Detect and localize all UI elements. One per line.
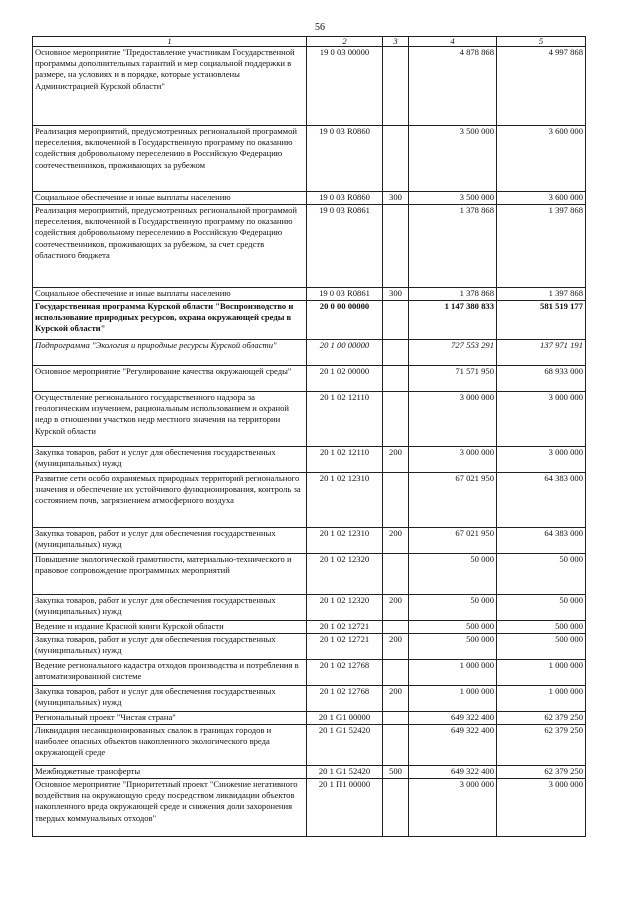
table-row <box>33 660 586 686</box>
row-value-1: 1 000 000 <box>409 686 497 712</box>
row-name: Закупка товаров, работ и услуг для обеспечения государственных (муниципальных) нужд <box>33 686 307 712</box>
row-type <box>383 554 409 595</box>
row-value-1: 727 553 291 <box>409 340 497 366</box>
row-name: Закупка товаров, работ и услуг для обеспечения государственных (муниципальных) нужд <box>33 595 307 621</box>
row-type: 200 <box>383 686 409 712</box>
row-name: Повышение экологической грамотности, материально-технического и правовое сопровождение программных мероприятий <box>33 554 307 595</box>
row-value-1: 1 378 868 <box>409 205 497 288</box>
row-value-2: 3 000 000 <box>497 447 586 473</box>
row-value-1: 50 000 <box>409 554 497 595</box>
row-type <box>383 301 409 340</box>
budget-table <box>32 36 586 837</box>
table-row <box>33 340 586 366</box>
row-code: 20 0 00 00000 <box>307 301 383 340</box>
row-type <box>383 340 409 366</box>
row-value-2: 3 600 000 <box>497 192 586 205</box>
table-row <box>33 766 586 779</box>
row-type <box>383 205 409 288</box>
row-type <box>383 47 409 126</box>
row-value-1: 67 021 950 <box>409 473 497 528</box>
row-type: 500 <box>383 766 409 779</box>
row-name: Ликвидация несанкционированных свалок в границах городов и наиболее опасных объектов накопленного экологического вреда окружающей среде <box>33 725 307 766</box>
table-row <box>33 47 586 126</box>
row-code: 20 1 G1 52420 <box>307 725 383 766</box>
table-row <box>33 301 586 340</box>
row-value-1: 67 021 950 <box>409 528 497 554</box>
row-value-1: 649 322 400 <box>409 766 497 779</box>
row-code: 20 1 02 12721 <box>307 621 383 634</box>
row-value-2: 4 997 868 <box>497 47 586 126</box>
row-type: 200 <box>383 447 409 473</box>
row-name: Ведение и издание Красной книги Курской области <box>33 621 307 634</box>
row-value-1: 4 878 868 <box>409 47 497 126</box>
row-type <box>383 621 409 634</box>
row-name: Реализация мероприятий, предусмотренных региональной программой переселения, включенной в Государственную программу по оказанию содействия добровольному переселению в Российскую Федерацию соотечественников, проживающих за рубежом <box>33 126 307 192</box>
table-row <box>33 392 586 447</box>
row-value-2: 64 383 000 <box>497 473 586 528</box>
table-row <box>33 447 586 473</box>
row-name: Основное мероприятие "Предоставление участникам Государственной программы дополнительных гарантий и мер социальной поддержки в размере, на условиях и в порядке, которые установлены Администрацией Курской области" <box>33 47 307 126</box>
row-value-1: 3 000 000 <box>409 447 497 473</box>
row-value-2: 1 397 868 <box>497 205 586 288</box>
table-row <box>33 634 586 660</box>
row-code: 20 1 П1 00000 <box>307 779 383 837</box>
row-value-1: 500 000 <box>409 621 497 634</box>
table-row <box>33 205 586 288</box>
row-code: 20 1 02 12310 <box>307 528 383 554</box>
row-code: 20 1 02 12320 <box>307 595 383 621</box>
row-value-2: 1 000 000 <box>497 686 586 712</box>
table-row <box>33 288 586 301</box>
row-type: 200 <box>383 528 409 554</box>
table-row <box>33 554 586 595</box>
row-value-2: 3 000 000 <box>497 779 586 837</box>
row-name: Региональный проект "Чистая страна" <box>33 712 307 725</box>
row-value-1: 71 571 950 <box>409 366 497 392</box>
row-value-1: 3 500 000 <box>409 192 497 205</box>
table-header-row <box>33 37 586 47</box>
row-code: 20 1 02 12110 <box>307 447 383 473</box>
row-code: 20 1 G1 00000 <box>307 712 383 725</box>
col-header-type: 3 <box>383 37 409 47</box>
table-row <box>33 779 586 837</box>
row-value-2: 137 971 191 <box>497 340 586 366</box>
row-type <box>383 126 409 192</box>
row-type: 300 <box>383 288 409 301</box>
row-value-1: 3 500 000 <box>409 126 497 192</box>
row-name: Основное мероприятие "Регулирование качества окружающей среды" <box>33 366 307 392</box>
row-name: Закупка товаров, работ и услуг для обеспечения государственных (муниципальных) нужд <box>33 528 307 554</box>
row-name: Межбюджетные трансферты <box>33 766 307 779</box>
row-code: 19 0 03 R0861 <box>307 288 383 301</box>
row-code: 20 1 02 12721 <box>307 634 383 660</box>
table-row <box>33 686 586 712</box>
row-code: 19 0 03 R0860 <box>307 126 383 192</box>
row-type: 300 <box>383 192 409 205</box>
row-value-1: 1 378 868 <box>409 288 497 301</box>
row-value-2: 3 000 000 <box>497 392 586 447</box>
row-value-1: 3 000 000 <box>409 392 497 447</box>
row-value-2: 500 000 <box>497 634 586 660</box>
row-value-1: 649 322 400 <box>409 725 497 766</box>
col-header-code: 2 <box>307 37 383 47</box>
row-value-1: 1 000 000 <box>409 660 497 686</box>
row-name: Развитие сети особо охраняемых природных территорий регионального значения и обеспечение их устойчивого функционирования, контроль за состоянием почв, загрязнением атмосферного воздуха <box>33 473 307 528</box>
row-name: Социальное обеспечение и иные выплаты населению <box>33 288 307 301</box>
row-code: 19 0 03 R0860 <box>307 192 383 205</box>
row-value-2: 62 379 250 <box>497 766 586 779</box>
table-row <box>33 528 586 554</box>
row-value-1: 50 000 <box>409 595 497 621</box>
row-type <box>383 392 409 447</box>
row-type <box>383 473 409 528</box>
row-value-2: 500 000 <box>497 621 586 634</box>
table-row <box>33 473 586 528</box>
row-value-2: 68 933 000 <box>497 366 586 392</box>
row-value-2: 3 600 000 <box>497 126 586 192</box>
row-value-2: 50 000 <box>497 554 586 595</box>
row-value-2: 62 379 250 <box>497 712 586 725</box>
row-type: 200 <box>383 634 409 660</box>
table-row <box>33 595 586 621</box>
row-type <box>383 660 409 686</box>
col-header-name: 1 <box>33 37 307 47</box>
row-value-2: 581 519 177 <box>497 301 586 340</box>
row-name: Подпрограмма "Экология и природные ресурсы Курской области" <box>33 340 307 366</box>
row-value-1: 1 147 380 833 <box>409 301 497 340</box>
col-header-year1: 4 <box>409 37 497 47</box>
row-value-1: 649 322 400 <box>409 712 497 725</box>
row-value-2: 62 379 250 <box>497 725 586 766</box>
table-row <box>33 621 586 634</box>
row-name: Закупка товаров, работ и услуг для обеспечения государственных (муниципальных) нужд <box>33 634 307 660</box>
col-header-year2: 5 <box>497 37 586 47</box>
row-value-2: 50 000 <box>497 595 586 621</box>
row-code: 20 1 02 00000 <box>307 366 383 392</box>
row-code: 20 1 02 12768 <box>307 686 383 712</box>
table-row <box>33 725 586 766</box>
table-row <box>33 192 586 205</box>
row-code: 20 1 00 00000 <box>307 340 383 366</box>
row-type <box>383 366 409 392</box>
row-value-2: 1 397 868 <box>497 288 586 301</box>
row-code: 20 1 02 12110 <box>307 392 383 447</box>
row-code: 19 0 03 R0861 <box>307 205 383 288</box>
row-code: 20 1 02 12768 <box>307 660 383 686</box>
row-name: Реализация мероприятий, предусмотренных региональной программой переселения, включенной в Государственную программу по оказанию содействия добровольному переселению в Российскую Федерацию соотечественников, проживающих за рубежом, за счет средств областного бюджета <box>33 205 307 288</box>
row-type <box>383 712 409 725</box>
row-name: Закупка товаров, работ и услуг для обеспечения государственных (муниципальных) нужд <box>33 447 307 473</box>
row-type <box>383 725 409 766</box>
page-number: 56 <box>315 22 325 33</box>
row-code: 20 1 G1 52420 <box>307 766 383 779</box>
row-name: Осуществление регионального государственного надзора за геологическим изучением, рациональным использованием и охраной недр в отношении участков недр местного значения на территории Курской области <box>33 392 307 447</box>
table-row <box>33 712 586 725</box>
row-type: 200 <box>383 595 409 621</box>
row-value-1: 3 000 000 <box>409 779 497 837</box>
row-name: Ведение регионального кадастра отходов производства и потребления в автоматизированной системе <box>33 660 307 686</box>
row-name: Основное мероприятие "Приоритетный проект "Снижение негативного воздействия на окружающую среду посредством ликвидации объектов накопленного вреда окружающей среде и снижения доли захоронения твердых коммунальных отходов" <box>33 779 307 837</box>
row-name: Социальное обеспечение и иные выплаты населению <box>33 192 307 205</box>
row-code: 20 1 02 12310 <box>307 473 383 528</box>
row-value-1: 500 000 <box>409 634 497 660</box>
table-row <box>33 126 586 192</box>
row-value-2: 64 383 000 <box>497 528 586 554</box>
row-type <box>383 779 409 837</box>
row-value-2: 1 000 000 <box>497 660 586 686</box>
table-row <box>33 366 586 392</box>
row-name: Государственная программа Курской области "Воспроизводство и использование природных ресурсов, охрана окружающей среды в Курской области" <box>33 301 307 340</box>
row-code: 20 1 02 12320 <box>307 554 383 595</box>
row-code: 19 0 03 00000 <box>307 47 383 126</box>
